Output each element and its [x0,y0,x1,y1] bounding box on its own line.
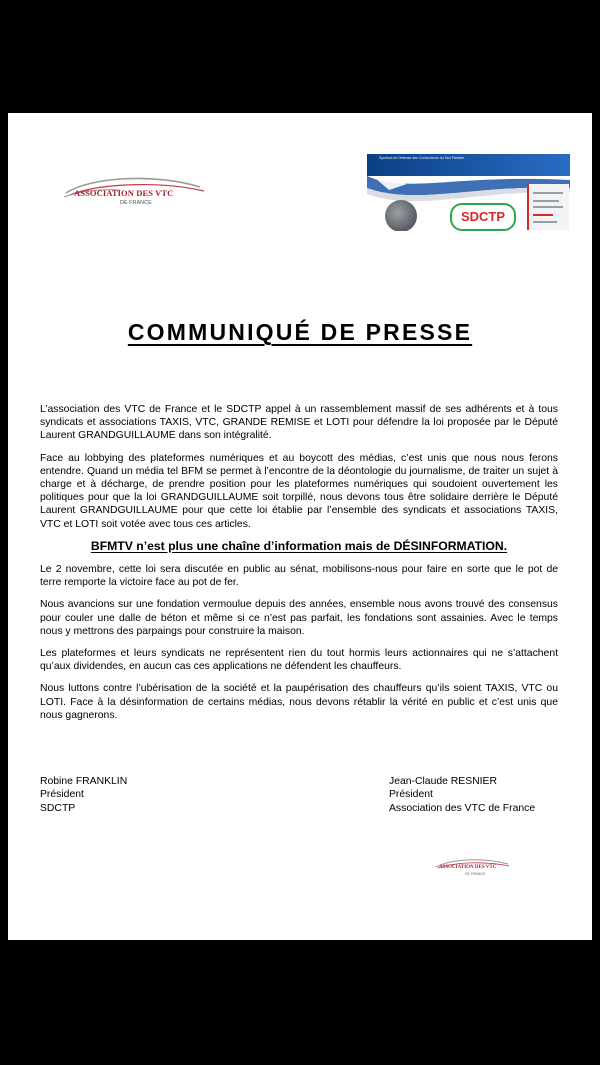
association-vtc-small-logo [433,856,511,878]
press-release-page [8,113,592,940]
card-line [533,206,563,208]
document-body [40,403,558,731]
sdctp-banner [367,154,570,231]
logo-name: ASSOCIATION DES VTC [74,188,174,198]
logo-subtitle: DE FRANCE [120,200,152,206]
paragraph: Le 2 novembre, cette loi sera discutée en public au sénat, mobilisons-nous pour faire en sorte que le pot de terre remporte la victoire face au pot de fer. [40,564,558,589]
signature-right [389,775,535,815]
paragraph: L’association des VTC de France et le SDCTP appel à un rassemblement massif de ses adhérents et à tous syndicats et associations TAXIS, VTC, GRANDE REMISE et LOTI pour défendre la loi proposée par le Député Laurent GRANDGUILLAUME dans son intégralité. [40,404,558,442]
small-logo-name: ASSOCIATION DES VTC [439,865,497,870]
signature-left [40,775,127,815]
sdctp-badge: SDCTP [450,203,516,231]
taxi-emblem-icon [385,200,417,231]
document-title [8,319,592,346]
paragraph: Face au lobbying des plateformes numériques et au boycott des médias, c’est unis que nous nous ferons entendre. Quand un média tel BFM se permet à l’encontre de la déontologie du journalisme, de traiter un sujet à charge et à décharge, de prendre position pour les plateformes numériques qui soudoient ouvertement les politiques pour que la loi GRANDGUILLAUME soit torpillé, nous devons tous être solidaire derrière le Député Laurent GRANDGUILLAUME pour que cette loi établie par l’ensemble des syndicats et associations TAXIS, VTC et LOTI soit votée avec tous ces articles. [40,452,558,530]
signatory-role: Président [40,789,84,801]
headline-text: BFMTV n’est plus une chaîne d’information mais de DÉSINFORMATION. [90,538,508,553]
document-title-text: COMMUNIQUÉ DE PRESSE [127,319,473,345]
association-vtc-logo [60,171,210,213]
signatory-org: Association des VTC de France [389,802,536,814]
card-line [533,200,559,202]
paragraph: Nous luttons contre l’ubérisation de la société et la paupérisation des chauffeurs qu’ils soient TAXIS, VTC ou LOTI. Face à la désinformation de certains médias, nous devons rétablir la vérité en public et c’est unis que nous gagnerons. [40,683,558,721]
headline [40,540,558,553]
banner-caption: Syndicat de Défense des Conducteurs du Taxi Parisien [379,156,465,160]
signatory-org: SDCTP [40,802,76,814]
card-line [533,221,557,223]
paragraph: Nous avancions sur une fondation vermoulue depuis des années, ensemble nous avons trouvé des consensus pour couler une dalle de béton et même si ce n’est pas parfait, les fondations sont assainies. Avec le temps nous y mettrons des parpaings pour construire la maison. [40,599,558,637]
contact-card [527,184,569,230]
small-logo-subtitle: DE FRANCE [465,872,486,876]
card-line [533,214,553,216]
card-line [533,192,563,194]
paragraph: Les plateformes et leurs syndicats ne représentent rien du tout hormis leurs actionnaires qui ne s’attachent qu’aux dividendes, en aucun cas ces applications ne défendent les chauffeurs. [40,648,558,673]
signatory-name: Robine FRANKLIN [40,776,128,787]
signatory-name: Jean-Claude RESNIER [389,776,497,787]
signatory-role: Président [389,789,433,801]
